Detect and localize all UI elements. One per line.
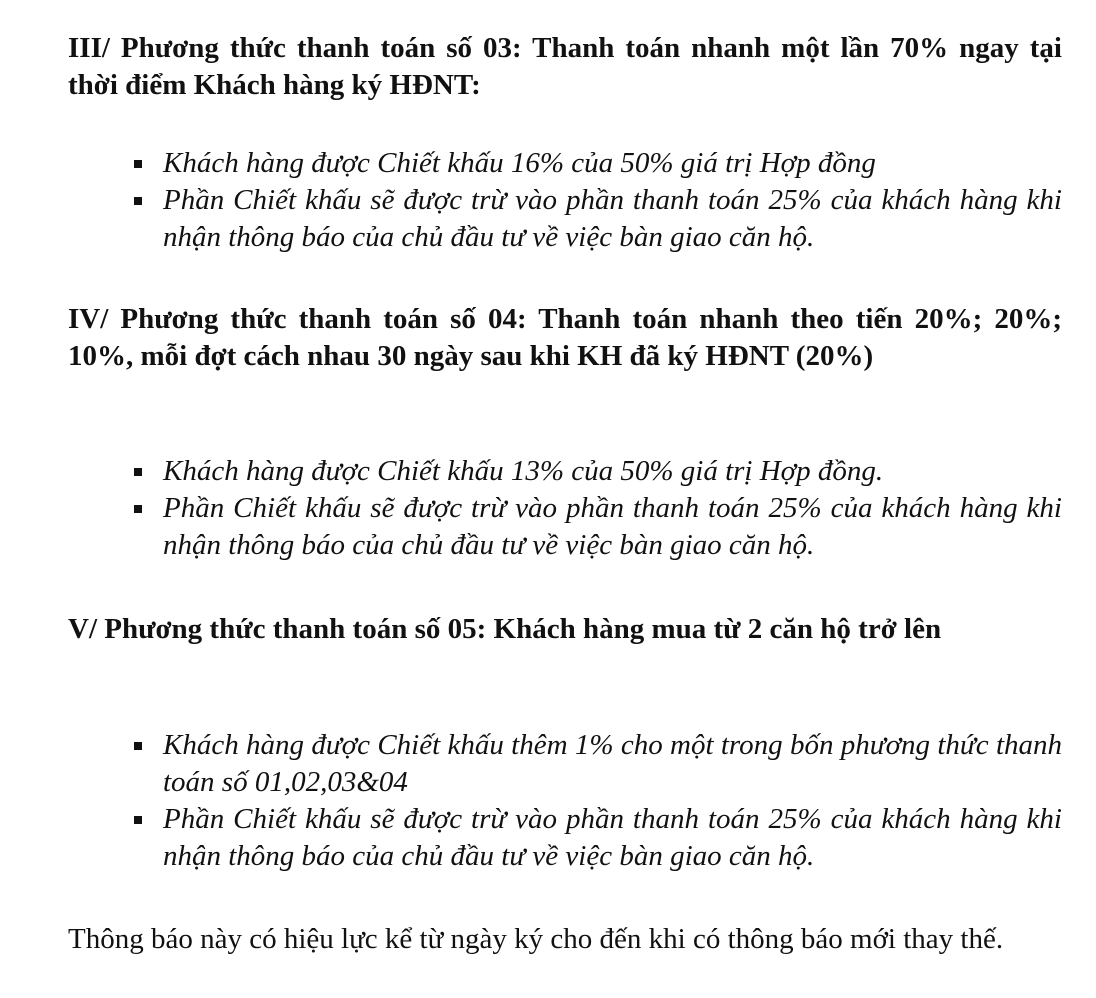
list-item	[130, 453, 1062, 490]
list-item	[130, 182, 1062, 256]
bullet-text: Phần Chiết khấu sẽ được trừ vào phần thanh toán 25% của khách hàng khi nhận thông báo của chủ đầu tư về việc bàn giao căn hộ.	[163, 492, 1062, 561]
bullet-text: Phần Chiết khấu sẽ được trừ vào phần thanh toán 25% của khách hàng khi nhận thông báo của chủ đầu tư về việc bàn giao căn hộ.	[163, 184, 1062, 253]
section-v-bullet-list	[130, 727, 1062, 875]
list-item	[130, 801, 1062, 875]
bullet-text: Phần Chiết khấu sẽ được trừ vào phần thanh toán 25% của khách hàng khi nhận thông báo của chủ đầu tư về việc bàn giao căn hộ.	[163, 803, 1062, 872]
section-iv-bullet-list	[130, 453, 1062, 564]
square-bullet-icon	[134, 816, 142, 824]
square-bullet-icon	[134, 742, 142, 750]
bullet-text: Khách hàng được Chiết khấu 13% của 50% giá trị Hợp đồng.	[163, 455, 884, 487]
list-item	[130, 145, 1062, 182]
square-bullet-icon	[134, 505, 142, 513]
section-heading-iii: III/ Phương thức thanh toán số 03: Thanh toán nhanh một lần 70% ngay tại thời điểm Khách hàng ký HĐNT:	[68, 32, 1062, 101]
section-iii-bullet-list	[130, 145, 1062, 256]
square-bullet-icon	[134, 197, 142, 205]
square-bullet-icon	[134, 468, 142, 476]
bullet-text: Khách hàng được Chiết khấu thêm 1% cho một trong bốn phương thức thanh toán số 01,02,03&04	[163, 729, 1062, 798]
effective-notice: Thông báo này có hiệu lực kể từ ngày ký cho đến khi có thông báo mới thay thế.	[68, 923, 1004, 955]
section-heading-v: V/ Phương thức thanh toán số 05: Khách hàng mua từ 2 căn hộ trở lên	[68, 613, 942, 645]
list-item	[130, 727, 1062, 801]
list-item	[130, 490, 1062, 564]
square-bullet-icon	[134, 160, 142, 168]
section-heading-iv: IV/ Phương thức thanh toán số 04: Thanh toán nhanh theo tiến 20%; 20%; 10%, mỗi đợt cách nhau 30 ngày sau khi KH đã ký HĐNT (20%)	[68, 303, 1062, 372]
bullet-text: Khách hàng được Chiết khấu 16% của 50% giá trị Hợp đồng	[163, 147, 876, 179]
